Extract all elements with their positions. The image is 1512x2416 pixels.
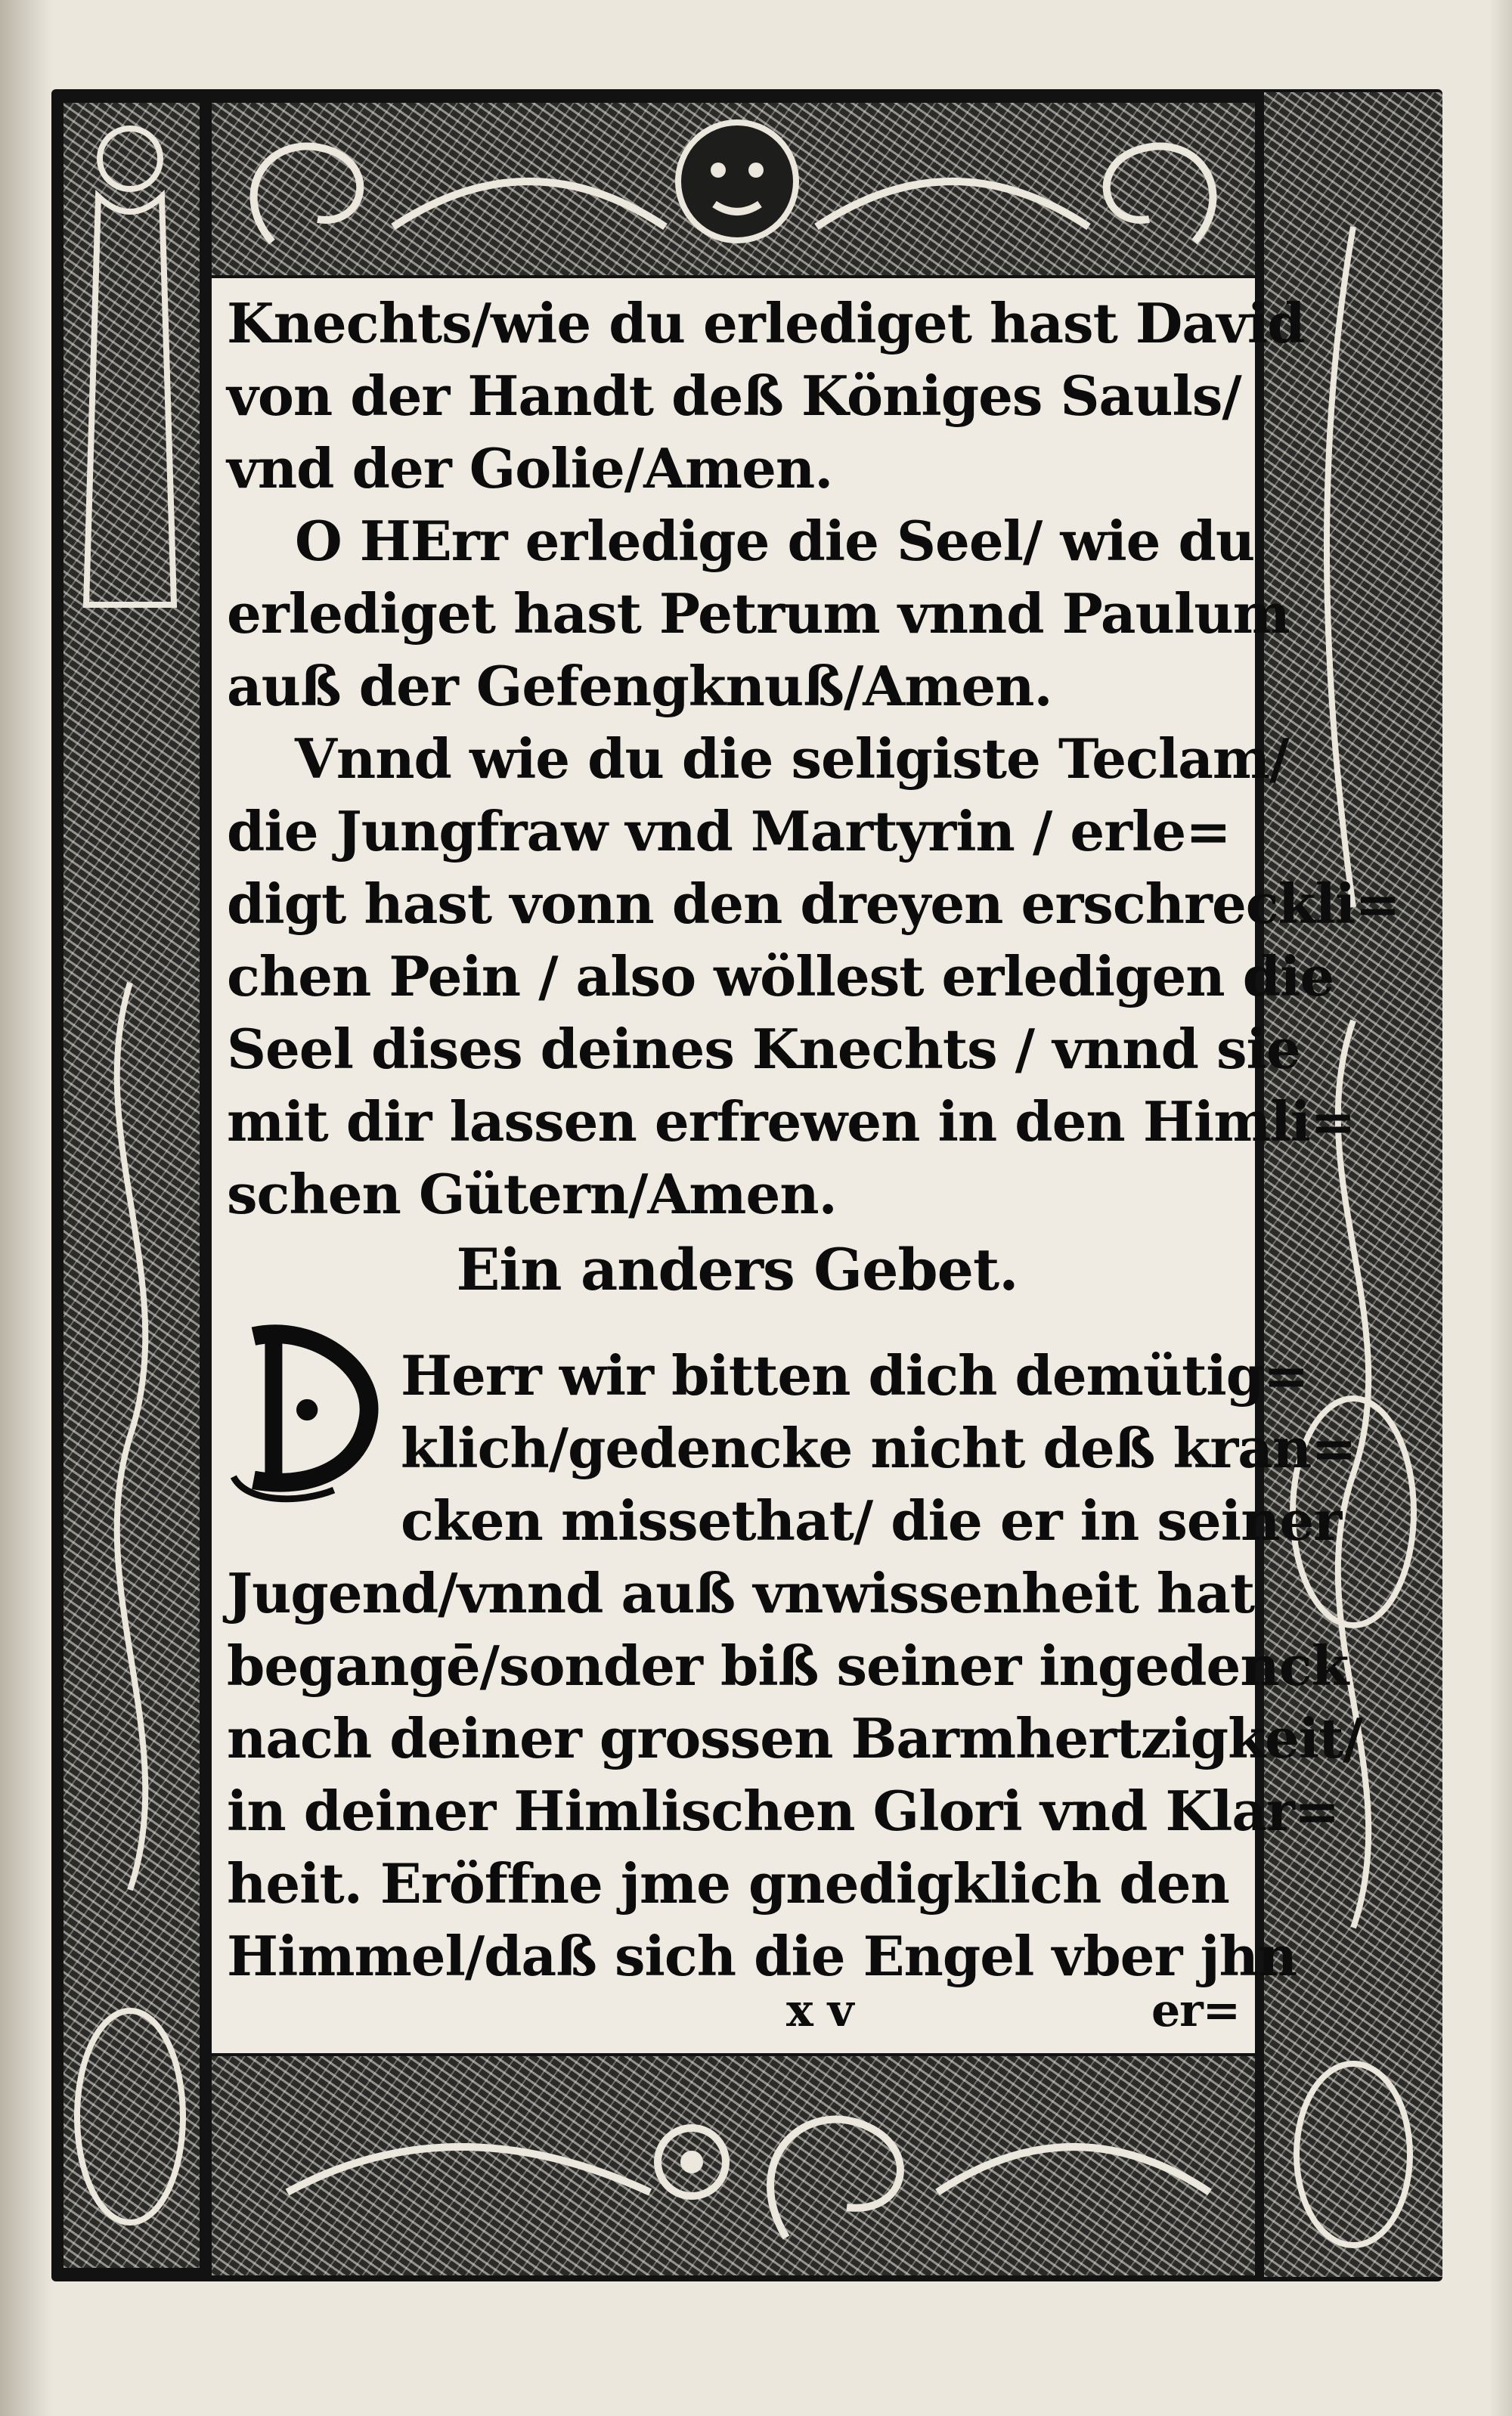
text-line: Seel dises deines Knechts / vnnd sie bbox=[227, 1017, 1300, 1081]
text-line: heit. Eröffne jme gnedigklich den bbox=[227, 1851, 1229, 1916]
text-line: mit dir lassen erfrewen in den Himli= bbox=[227, 1089, 1356, 1154]
text-line: O HErr erledige die Seel/ wie du bbox=[295, 509, 1255, 573]
signature-mark: x v bbox=[786, 1984, 854, 2037]
text-line: Vnnd wie du die seligiste Teclam/ bbox=[295, 726, 1289, 791]
text-line: digt hast vonn den dreyen erschreckli= bbox=[227, 872, 1400, 936]
figure-column-icon bbox=[77, 129, 183, 2222]
text-line: vnd der Golie/Amen. bbox=[227, 436, 833, 500]
decorated-initial-icon bbox=[227, 1308, 401, 1512]
sun-face-scroll-icon bbox=[254, 122, 1213, 242]
text-line: Himmel/daß sich die Engel vber jhn bbox=[227, 1924, 1297, 1988]
text-line: schen Gütern/Amen. bbox=[227, 1162, 837, 1226]
text-line: erlediget hast Petrum vnnd Paulum bbox=[227, 581, 1290, 646]
text-line: auß der Gefengknuß/Amen. bbox=[227, 654, 1052, 718]
catchword: er= bbox=[1151, 1984, 1240, 2037]
foliage-column-icon bbox=[1293, 227, 1414, 2245]
section-heading: Ein anders Gebet. bbox=[456, 1236, 1018, 1303]
text-line: cken missethat/ die er in seiner bbox=[401, 1488, 1342, 1553]
text-line: Jugend/vnnd auß vnwissenheit hat bbox=[227, 1561, 1255, 1625]
text-line: Knechts/wie du erlediget hast David bbox=[227, 291, 1305, 355]
page-footer bbox=[227, 1984, 1247, 2057]
rosette-scroll-icon bbox=[287, 2120, 1210, 2238]
text-line: chen Pein / also wöllest erledigen die bbox=[227, 944, 1334, 1008]
text-line: begangē/sonder biß seiner ingedenck bbox=[227, 1634, 1349, 1698]
text-line: Herr wir bitten dich demütig= bbox=[401, 1343, 1309, 1408]
text-line: klich/gedencke nicht deß kran= bbox=[401, 1416, 1356, 1480]
text-line: die Jungfraw vnd Martyrin / erle= bbox=[227, 799, 1231, 863]
text-line: von der Handt deß Königes Sauls/ bbox=[227, 364, 1241, 428]
text-line: nach deiner grossen Barmhertzigkeit/ bbox=[227, 1706, 1362, 1770]
text-line: in deiner Himlischen Glori vnd Klar= bbox=[227, 1779, 1340, 1843]
